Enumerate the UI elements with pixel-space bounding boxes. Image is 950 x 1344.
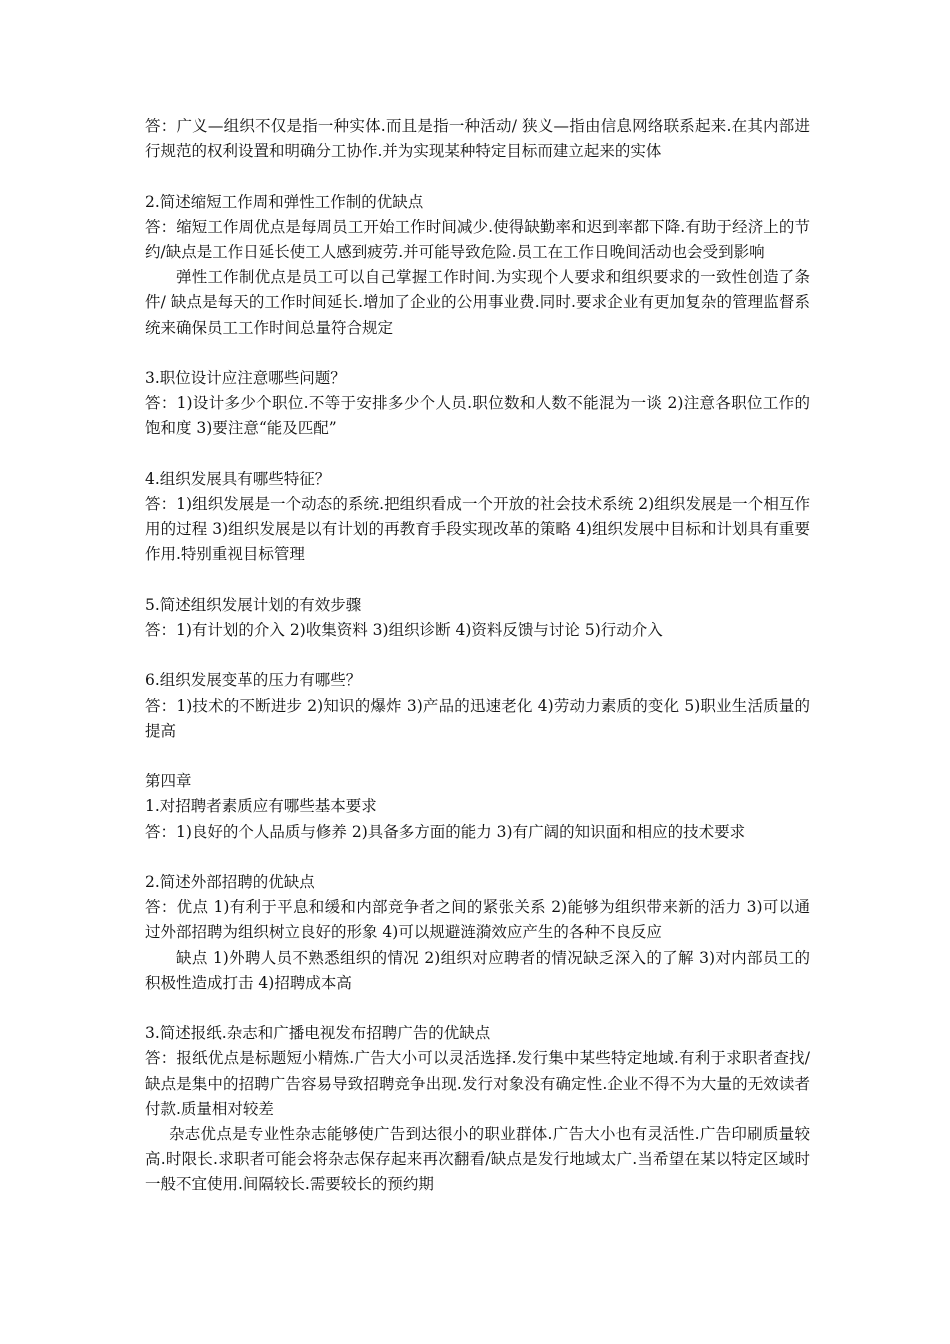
ch4-question-2: 2.简述外部招聘的优缺点 — [145, 872, 315, 891]
paragraph-gap — [145, 744, 810, 769]
paragraph-gap — [145, 164, 810, 189]
ch4-question-3: 3.简述报纸.杂志和广播电视发布招聘广告的优缺点 — [145, 1024, 491, 1043]
document-page — [145, 114, 810, 1198]
ch4-answer-3-continued: 杂志优点是专业性杂志能够使广告到达很小的职业群体.广告大小也有灵活性.广告印刷质量较高.时限长.求职者可能会将杂志保存起来再次翻看/缺点是发行地域太广.当希望在某以特定区域时一般不宜使用.间隔较长.需要较长的预约期 — [145, 1125, 810, 1194]
question-2: 2.简述缩短工作周和弹性工作制的优缺点 — [145, 192, 424, 211]
answer-4: 答：1)组织发展是一个动态的系统.把组织看成一个开放的社会技术系统 2)组织发展是一个相互作用的过程 3)组织发展是以有计划的再教育手段实现改革的策略 4)组织发展中目标和计划具有重要作用.特别重视目标管理 — [145, 495, 810, 564]
paragraph-gap — [145, 643, 810, 668]
ch4-answer-2-continued: 缺点 1)外聘人员不熟悉组织的情况 2)组织对应聘者的情况缺乏深入的了解 3)对内部员工的积极性造成打击 4)招聘成本高 — [145, 948, 810, 992]
answer-3: 答：1)设计多少个职位.不等于安排多少个人员.职位数和人数不能混为一谈 2)注意各职位工作的饱和度 3)要注意“能及匹配” — [145, 394, 810, 438]
paragraph-gap — [145, 442, 810, 467]
question-3: 3.职位设计应注意哪些问题？ — [145, 369, 346, 387]
paragraph-gap — [145, 341, 810, 366]
answer-2-continued: 弹性工作制优点是员工可以自己掌握工作时间.为实现个人要求和组织要求的一致性创造了条件/ 缺点是每天的工作时间延长.增加了企业的公用事业费.同时.要求企业有更加复杂的管理监督系统来确保员工工作时间总量符合规定 — [145, 268, 810, 337]
ch4-question-1: 1.对招聘者素质应有哪些基本要求 — [145, 797, 377, 816]
answer-1: 答：广义—组织不仅是指一种实体.而且是指一种活动/ 狭义—指由信息网络联系起来.在其内部进行规范的权利设置和明确分工协作.并为实现某种特定目标而建立起来的实体 — [145, 117, 810, 161]
question-6: 6.组织发展变革的压力有哪些？ — [145, 671, 362, 690]
paragraph-gap — [145, 845, 810, 870]
ch4-answer-3: 答：报纸优点是标题短小精炼.广告大小可以灵活选择.发行集中某些特定地域.有利于求职者查找/缺点是集中的招聘广告容易导致招聘竞争出现.发行对象没有确定性.企业不得不为大量的无效读者付款.质量相对较差 — [145, 1049, 810, 1118]
question-4: 4.组织发展具有哪些特征？ — [145, 469, 331, 488]
answer-5: 答：1)有计划的介入 2)收集资料 3)组织诊断 4)资料反馈与讨论 5)行动介入 — [145, 621, 663, 639]
paragraph-gap — [145, 996, 810, 1021]
chapter-heading: 第四章 — [145, 772, 192, 791]
question-5: 5.简述组织发展计划的有效步骤 — [145, 595, 362, 614]
answer-2: 答：缩短工作周优点是每周员工开始工作时间减少.使得缺勤率和迟到率都下降.有助于经济上的节约/缺点是工作日延长使工人感到疲劳.并可能导致危险.员工在工作日晚间活动也会受到影响 — [145, 217, 810, 261]
ch4-answer-2: 答：优点 1)有利于平息和缓和内部竞争者之间的紧张关系 2)能够为组织带来新的活力 3)可以通过外部招聘为组织树立良好的形象 4)可以规避涟漪效应产生的各种不良反应 — [145, 898, 810, 942]
paragraph-gap — [145, 568, 810, 593]
ch4-answer-1: 答：1)良好的个人品质与修养 2)具备多方面的能力 3)有广阔的知识面和相应的技术要求 — [145, 822, 746, 841]
answer-6: 答：1)技术的不断进步 2)知识的爆炸 3)产品的迅速老化 4)劳动力素质的变化 5)职业生活质量的提高 — [145, 696, 810, 740]
